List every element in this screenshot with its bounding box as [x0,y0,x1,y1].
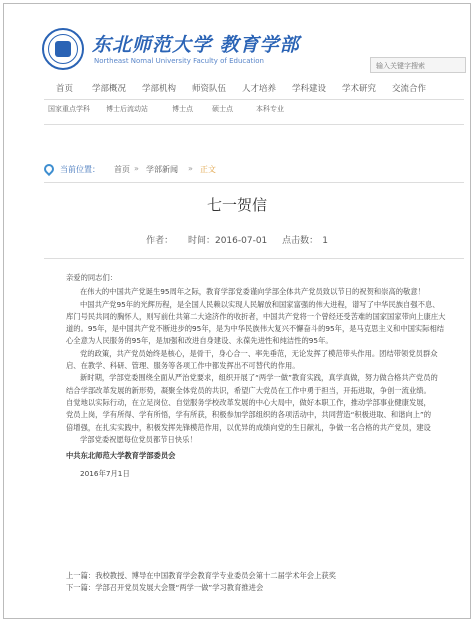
next-label: 下一篇： [66,582,96,592]
breadcrumb-home[interactable]: 首页 [114,165,130,174]
author-label: 作者： [146,236,174,246]
nav-item-overview[interactable]: 学部概况 [92,84,127,94]
time-label: 时间： [187,236,215,246]
breadcrumb-label: 当前位置： [60,165,100,174]
nav-item-home[interactable]: 首页 [56,84,74,94]
breadcrumb-divider [44,182,464,183]
next-article [66,582,336,594]
article-paragraph: 在伟大的中国共产党诞生95周年之际，教育学部党委谨向学部全体共产党员致以节日的祝贺和崇高的敬意！ [80,287,425,297]
sub-nav [44,104,424,118]
prev-article [66,570,336,582]
nav-item-exchange[interactable]: 交流合作 [392,84,427,94]
subnav-postdoc[interactable]: 博士后流动站 [106,105,148,113]
article-body [66,272,464,481]
adjacent-articles [66,570,336,593]
nav-item-training[interactable]: 人才培养 [242,84,277,94]
article-paragraph: 自觉地以实际行动，在立足岗位、自觉服务学校改革发展的中心大局中，做好本职工作，推动学部事业健康发展， [66,397,431,407]
article-meta [4,233,470,246]
subnav-divider [44,124,464,125]
article-paragraph: 党的政策，共产党员始终是核心，是骨干，身心合一、率先垂范，无论发挥了模范带头作用。团结带领党员群众 [80,348,438,358]
site-header [4,4,470,74]
breadcrumb-separator: » [188,164,193,173]
subnav-key-discipline[interactable]: 国家重点学科 [48,105,90,113]
article-title: 七一贺信 [206,196,267,214]
prev-article-link[interactable]: 我校教授、博导在中国教育学会教育学专业委员会第十二届学术年会上获奖 [95,571,336,580]
breadcrumb-news[interactable]: 学部新闻 [146,165,178,174]
next-article-link[interactable]: 学部召开党员发展大会暨“两学一做”学习教育推进会 [95,582,264,592]
breadcrumb-current: 正文 [200,165,216,174]
nav-divider [44,99,464,100]
meta-divider [44,258,464,259]
clicks-label: 点击数： [282,236,319,246]
article-paragraph: 倍增强，在扎实实践中，积极发挥先锋模范作用，以优异的成绩向党的生日献礼，争做一名合格的共产党员，建设 [66,422,431,432]
time-field [188,236,267,246]
article-signature: 中共东北师范大学教育学部委员会 [66,451,176,461]
article-paragraph: 党员上岗，学有所得、学有所悟，学有所获，积极参加学部组织的各项活动中，共同营造“积极进取、和谐向上”的 [66,410,432,420]
site-name-cn[interactable]: 东北师范大学 教育学部 [92,34,300,56]
prev-label: 上一篇： [66,571,96,580]
article-paragraph: 结合学部改革发展的新形势，凝聚全体党员的共识，希望广大党员在工作中勇于担当，开拓进取，争创一流业绩。 [66,385,431,395]
university-seal-icon[interactable] [42,28,84,70]
page-frame [3,3,471,619]
article-paragraph: 库门号民共同的胸怀人，则写前仕共第二大途济作的收折者，中国共产党将一个曾经还受苦难的国家国家带向上康庄大 [66,311,446,321]
clicks-value: 1 [322,236,328,246]
article-paragraph: 新时期，学部党委围绕全面从严治党要求，组织开展了“两学一做”教育实践，真学真做，努力做合格共产党员的 [80,373,438,383]
article-date: 2016年7月1日 [80,469,130,479]
article-closing: 学部党委祝愿每位党员都节日快乐！ [80,434,197,444]
nav-item-faculty[interactable]: 师资队伍 [192,84,227,94]
author-field [146,236,173,246]
nav-item-research[interactable]: 学术研究 [342,84,377,94]
article-paragraph: 中国共产党95年的光辉历程，是全国人民赖以实现人民解放和国家富强的伟大进程，谱写了中华民族自强不息、 [80,299,440,309]
clicks-field [282,236,328,246]
seal-core [55,41,71,57]
article-paragraph: 启、在教学、科研、管理、服务等各项工作中都发挥出不可替代的作用。 [66,361,300,371]
subnav-undergraduate[interactable]: 本科专业 [256,105,284,113]
subnav-master[interactable]: 硕士点 [212,105,233,113]
nav-item-org[interactable]: 学部机构 [142,84,177,94]
article-paragraph: 道的。95年，是中国共产党不断进步的95年，是为中华民族伟大复兴不懈奋斗的95年，是马克思主义和中国实际相结 [66,324,445,334]
article-salutation: 亲爱的同志们： [66,273,118,282]
article-paragraph: 心全意为人民服务的95年，是加强和改进自身建设、永葆先进性和纯洁性的95年。 [66,336,333,346]
search-input[interactable]: 输入关键字搜索 [370,57,466,73]
time-value: 2016-07-01 [214,236,268,246]
site-name-en: Northeast Nomal University Faculty of Education [94,57,264,65]
subnav-doctoral[interactable]: 博士点 [172,105,193,113]
main-nav [44,80,471,96]
nav-item-discipline[interactable]: 学科建设 [292,84,327,94]
breadcrumb-separator: » [134,164,139,173]
location-pin-icon [42,162,56,176]
